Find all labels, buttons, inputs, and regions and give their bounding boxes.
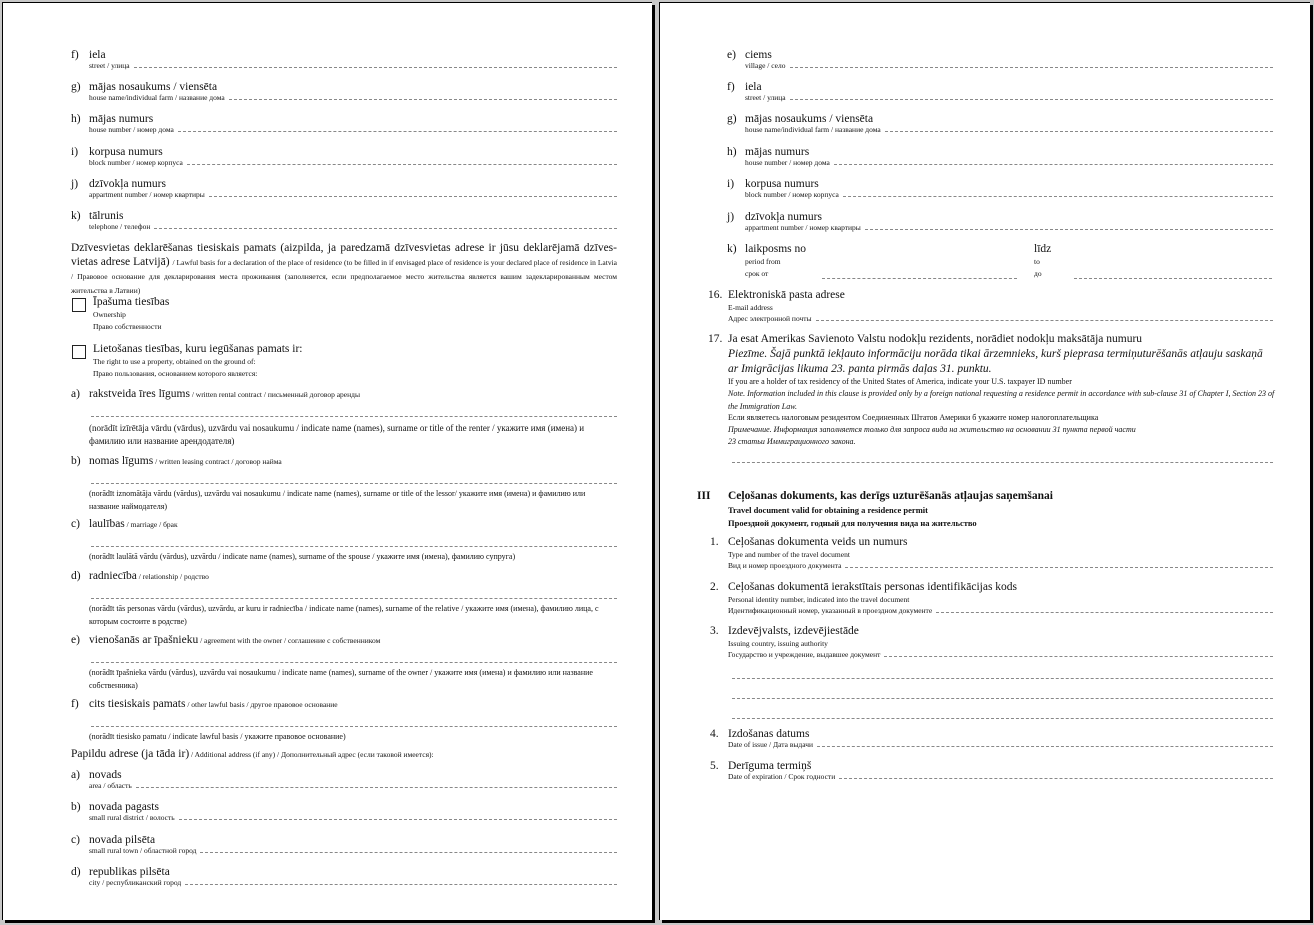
- ground-note: (norādīt izīrētāja vārdu (vārdus), uzvārdu vai nosaukumu / indicate name (names), surname or title of the renter / укажите имя (имена) и фамилию или название арендодателя): [89, 423, 585, 446]
- field-label-sub: street / улица: [89, 61, 130, 70]
- doc-field-ru: Вид и номер проездного документа: [728, 561, 842, 570]
- field-label-lv: novads: [89, 769, 122, 781]
- ground-letter: b): [71, 455, 81, 467]
- field-letter: i): [71, 146, 79, 158]
- tax-note-lv: Piezīme. Šajā punktā iekļauto informāciju norāda tikai ārzemnieks, kurš pieprasa termiņuturēšanās atļauju saskaņā ar Imigrācijas likuma 23. panta pirmās daļas 31. punktu.: [728, 348, 1263, 375]
- period-from-lv: laikposms no: [745, 243, 807, 255]
- email-label-en: E-mail address: [728, 303, 773, 312]
- field-label-lv: korpusa numurs: [89, 146, 163, 158]
- issuing-authority-input-line-4[interactable]: [732, 718, 1273, 719]
- travel-doc-number-input-line[interactable]: [845, 567, 1273, 568]
- ground-letter: a): [71, 388, 80, 400]
- period-from-ru: срок от: [745, 269, 769, 278]
- spouse-input-line[interactable]: [91, 546, 617, 547]
- city-input-line[interactable]: [185, 884, 617, 885]
- ground-label-lv: vienošanās ar īpašnieku: [89, 634, 199, 646]
- doc-field-lv: Derīguma termiņš: [728, 760, 812, 772]
- ground-label-sub: / marriage / брак: [124, 520, 178, 529]
- field-letter: h): [71, 113, 81, 125]
- doc-field-en: Type and number of the travel document: [728, 550, 850, 559]
- doc-field-ru: Государство и учреждение, выдавшее документ: [728, 650, 881, 659]
- ownership-checkbox[interactable]: [72, 298, 86, 312]
- tax-number: 17.: [708, 333, 723, 345]
- ground-label-sub: / agreement with the owner / соглашение с собственником: [198, 636, 381, 645]
- field-label-lv: ciems: [745, 49, 772, 61]
- issue-date-input-line[interactable]: [817, 746, 1273, 747]
- field-label-sub: telephone / телефон: [89, 222, 151, 231]
- ground-leasing-contract: [89, 455, 282, 467]
- expiration-date-input-line[interactable]: [839, 778, 1273, 779]
- doc-field-en: Issuing country, issuing authority: [728, 639, 828, 648]
- field-letter: h): [727, 146, 737, 158]
- field-label-lv: novada pagasts: [89, 801, 159, 813]
- doc-field-number: 4.: [710, 728, 719, 740]
- field-letter: b): [71, 801, 81, 813]
- field-letter: a): [71, 769, 80, 781]
- field-label-sub: house number / номер дома: [89, 125, 174, 134]
- doc-field-lv: Izdevējvalsts, izdevējiestāde: [728, 625, 859, 637]
- right-of-use-label-ru: Право пользования, основанием которого является:: [93, 369, 258, 378]
- ownership-label-en: Ownership: [93, 310, 126, 319]
- field-letter: c): [71, 834, 80, 846]
- field-label-lv: iela: [745, 81, 762, 93]
- field-label-lv: iela: [89, 49, 106, 61]
- field-label-lv: novada pilsēta: [89, 834, 156, 846]
- field-letter: g): [727, 113, 737, 125]
- field-label-sub: appartment number / номер квартиры: [89, 190, 205, 199]
- ground-label-sub: / relationship / родство: [136, 572, 209, 581]
- field-label-lv: mājas nosaukums / viensēta: [745, 113, 874, 125]
- field-letter: g): [71, 81, 81, 93]
- taxpayer-id-input-line[interactable]: [732, 462, 1273, 463]
- field-letter: f): [727, 81, 735, 93]
- tax-note-ru-2: 23 статьи Иммиграционного закона.: [728, 437, 856, 446]
- right-of-use-checkbox[interactable]: [72, 345, 86, 359]
- village-input-line[interactable]: [790, 67, 1274, 68]
- additional-address-heading: [71, 748, 434, 760]
- period-from-input-line[interactable]: [822, 278, 1017, 279]
- issuing-authority-input-line[interactable]: [884, 656, 1273, 657]
- tax-note-ru-1: Примечание. Информация заполняется только для запроса вида на жительство на основании 31 пункта первой части: [728, 425, 1136, 434]
- ground-agreement-owner: [89, 634, 380, 646]
- form-page-left: [2, 2, 652, 920]
- ground-note: (norādīt iznomātāja vārdu (vārdus), uzvārdu vai nosaukumu / indicate name (names), surname or title of the lessor/ укажите имя (имена) и фамилию или название наймодателя): [89, 489, 586, 511]
- field-label-sub: small rural district / волость: [89, 813, 175, 822]
- tax-label-ru: Если являетесь налоговым резидентом Соединенных Штатов Америки б укажите номер налогоплательщика: [728, 413, 1099, 422]
- doc-field-number: 2.: [710, 581, 719, 593]
- rural-town-input-line[interactable]: [200, 852, 617, 853]
- period-letter: k): [727, 243, 737, 255]
- field-letter: j): [727, 211, 735, 223]
- ground-other: [89, 698, 338, 710]
- field-label-sub: small rural town / областной город: [89, 846, 197, 855]
- right-of-use-label-en: The right to use a property, obtained on the ground of:: [93, 357, 256, 366]
- field-label-sub: house number / номер дома: [745, 158, 830, 167]
- field-label-lv: korpusa numurs: [745, 178, 819, 190]
- field-label-lv: mājas numurs: [745, 146, 810, 158]
- apartment-number-input-line[interactable]: [865, 229, 1273, 230]
- doc-field-lv: Izdošanas datums: [728, 728, 810, 740]
- field-label-lv: dzīvokļa numurs: [89, 178, 166, 190]
- telephone-input-line[interactable]: [154, 228, 617, 229]
- period-to-ru: до: [1034, 269, 1042, 278]
- period-from-en: period from: [745, 257, 781, 266]
- ground-label-lv: cits tiesiskais pamats: [89, 698, 186, 710]
- ground-marriage: [89, 518, 178, 530]
- ground-letter: d): [71, 570, 81, 582]
- renter-input-line[interactable]: [91, 416, 617, 417]
- period-to-input-line[interactable]: [1074, 278, 1272, 279]
- ground-label-sub: / written rental contract / письменный договор аренды: [189, 390, 360, 399]
- field-label-sub: area / область: [89, 781, 132, 790]
- doc-field-lv: Ceļošanas dokumenta veids un numurs: [728, 536, 908, 548]
- field-letter: j): [71, 178, 79, 190]
- ground-label-sub: / other lawful basis / другое правовое основание: [185, 700, 338, 709]
- doc-field-number: 5.: [710, 760, 719, 772]
- personal-id-input-line[interactable]: [936, 612, 1273, 613]
- house-number-input-line[interactable]: [834, 164, 1273, 165]
- street-input-line[interactable]: [134, 67, 617, 68]
- ownership-label-lv: Īpašuma tiesības: [93, 296, 170, 308]
- street-input-line[interactable]: [790, 99, 1273, 100]
- field-label-lv: mājas nosaukums / viensēta: [89, 81, 218, 93]
- tax-note-en: Note. Information included in this clause is provided only by a foreign national requesting a residence permit in accordance with sub-clause 31 of Chapter I, Section 23 of the Immigration Law.: [728, 389, 1275, 411]
- section-title-en: Travel document valid for obtaining a residence permit: [728, 505, 928, 515]
- field-label-sub: house name/individual farm / название дома: [89, 93, 225, 102]
- ground-note: (norādīt īpašnieka vārdu (vārdus), uzvārdu vai nosaukumu / indicate name (names), surname of the owner / укажите имя (имена) и фамилию или название собственника): [89, 668, 593, 690]
- period-to-lv: līdz: [1034, 243, 1052, 255]
- doc-field-ru: Идентификационный номер, указанный в проездном документе: [728, 606, 933, 615]
- field-label-sub: house name/individual farm / название дома: [745, 125, 881, 134]
- field-label-lv: mājas numurs: [89, 113, 154, 125]
- block-number-input-line[interactable]: [187, 164, 617, 165]
- email-input-line[interactable]: [816, 320, 1273, 321]
- email-label-lv: Elektroniskā pasta adrese: [728, 289, 845, 301]
- relative-input-line[interactable]: [91, 598, 617, 599]
- tax-label-lv: Ja esat Amerikas Savienoto Valstu nodokļu rezidents, norādiet nodokļu maksātāja numuru: [728, 333, 1143, 345]
- additional-address-sub: / Additional address (if any) / Дополнительный адрес (если таковой имеется):: [189, 750, 434, 759]
- field-label-sub: block number / номер корпуса: [89, 158, 183, 167]
- house-number-input-line[interactable]: [178, 131, 617, 132]
- field-label-sub: city / республиканский город: [89, 878, 182, 887]
- lessor-input-line[interactable]: [91, 483, 617, 484]
- tax-label-en: If you are a holder of tax residency of the United States of America, indicate your U.S. taxpayer ID number: [728, 377, 1072, 386]
- ground-label-lv: laulības: [89, 518, 125, 530]
- section-number: III: [697, 490, 711, 502]
- ground-label-lv: nomas līgums: [89, 455, 154, 467]
- field-letter: k): [71, 210, 81, 222]
- ground-label-lv: radniecība: [89, 570, 137, 582]
- field-letter: f): [71, 49, 79, 61]
- email-number: 16.: [708, 289, 723, 301]
- ground-rental-contract: [89, 388, 360, 400]
- ground-note: (norādīt tās personas vārdu (vārdus), uzvārdu, ar kuru ir radniecība / indicate name (names), surname of the relative / укажите имя (имена), фамилию лица, с которым состоите в родстве): [89, 604, 599, 626]
- lawful-basis-heading: [71, 241, 617, 297]
- house-name-input-line[interactable]: [229, 99, 617, 100]
- house-name-input-line[interactable]: [885, 131, 1273, 132]
- field-label-sub: village / село: [745, 61, 786, 70]
- doc-field-number: 3.: [710, 625, 719, 637]
- doc-field-number: 1.: [710, 536, 719, 548]
- section-title-lv: Ceļošanas dokuments, kas derīgs uzturēšanās atļaujas saņemšanai: [728, 490, 1053, 502]
- ground-relationship: [89, 570, 209, 582]
- period-to-en: to: [1034, 257, 1040, 266]
- rural-district-input-line[interactable]: [179, 819, 617, 820]
- issuing-authority-input-line-3[interactable]: [732, 698, 1273, 699]
- doc-field-sub: Date of issue / Дата выдачи: [728, 740, 814, 749]
- ground-letter: e): [71, 634, 80, 646]
- doc-field-sub: Date of expiration / Срок годности: [728, 772, 836, 781]
- lawful-basis-en-ru: / Lawful basis for a declaration of the place of residence (to be filled in if envisaged place of residence is your declared place of residence in Latvia / Правовое основание для декларирования места проживания (заполняется, если предполагаемое место жительства является вашим задекларированным местом жительства в Латвии): [71, 258, 618, 295]
- field-letter: i): [727, 178, 735, 190]
- field-letter: e): [727, 49, 736, 61]
- apartment-number-input-line[interactable]: [209, 196, 617, 197]
- area-input-line[interactable]: [136, 787, 617, 788]
- email-label-ru: Адрес электронной почты: [728, 314, 812, 323]
- field-label-lv: dzīvokļa numurs: [745, 211, 822, 223]
- field-label-sub: appartment number / номер квартиры: [745, 223, 861, 232]
- field-label-sub: block number / номер корпуса: [745, 190, 839, 199]
- right-of-use-label-lv: Lietošanas tiesības, kuru iegūšanas pamats ir:: [93, 343, 303, 355]
- ground-letter: c): [71, 518, 80, 530]
- field-label-sub: street / улица: [745, 93, 786, 102]
- ground-label-sub: / written leasing contract / договор найма: [153, 457, 282, 466]
- ground-label-lv: rakstveida īres līgums: [89, 388, 190, 400]
- additional-address-lv: Papildu adrese (ja tāda ir): [71, 748, 190, 760]
- field-letter: d): [71, 866, 81, 878]
- doc-field-en: Personal identity number, indicated into the travel document: [728, 595, 910, 604]
- issuing-authority-input-line-2[interactable]: [732, 678, 1273, 679]
- block-number-input-line[interactable]: [843, 196, 1273, 197]
- owner-input-line[interactable]: [91, 662, 617, 663]
- doc-field-lv: Ceļošanas dokumentā ierakstītais personas identifikācijas kods: [728, 581, 1018, 593]
- field-label-lv: republikas pilsēta: [89, 866, 170, 878]
- field-label-lv: tālrunis: [89, 210, 124, 222]
- ground-letter: f): [71, 698, 79, 710]
- form-page-right: [659, 2, 1310, 920]
- ground-note: (norādīt tiesisko pamatu / indicate lawful basis / укажите правовое основание): [89, 732, 346, 741]
- ground-note: (norādīt laulātā vārdu (vārdus), uzvārdu / indicate name (names), surname of the spouse / укажите имя (имена), фамилию супруга): [89, 552, 516, 561]
- section-title-ru: Проездной документ, годный для получения вида на жительство: [728, 518, 977, 528]
- lawful-basis-lv: Dzīvesvietas deklarēšanas tiesiskais pamats (aizpilda, ja paredzamā dzīvesvietas adrese ir jūsu deklarējamā dzīves-vietas adrese Latvijā): [71, 242, 617, 268]
- ownership-label-ru: Право собственности: [93, 322, 162, 331]
- other-basis-input-line[interactable]: [91, 726, 617, 727]
